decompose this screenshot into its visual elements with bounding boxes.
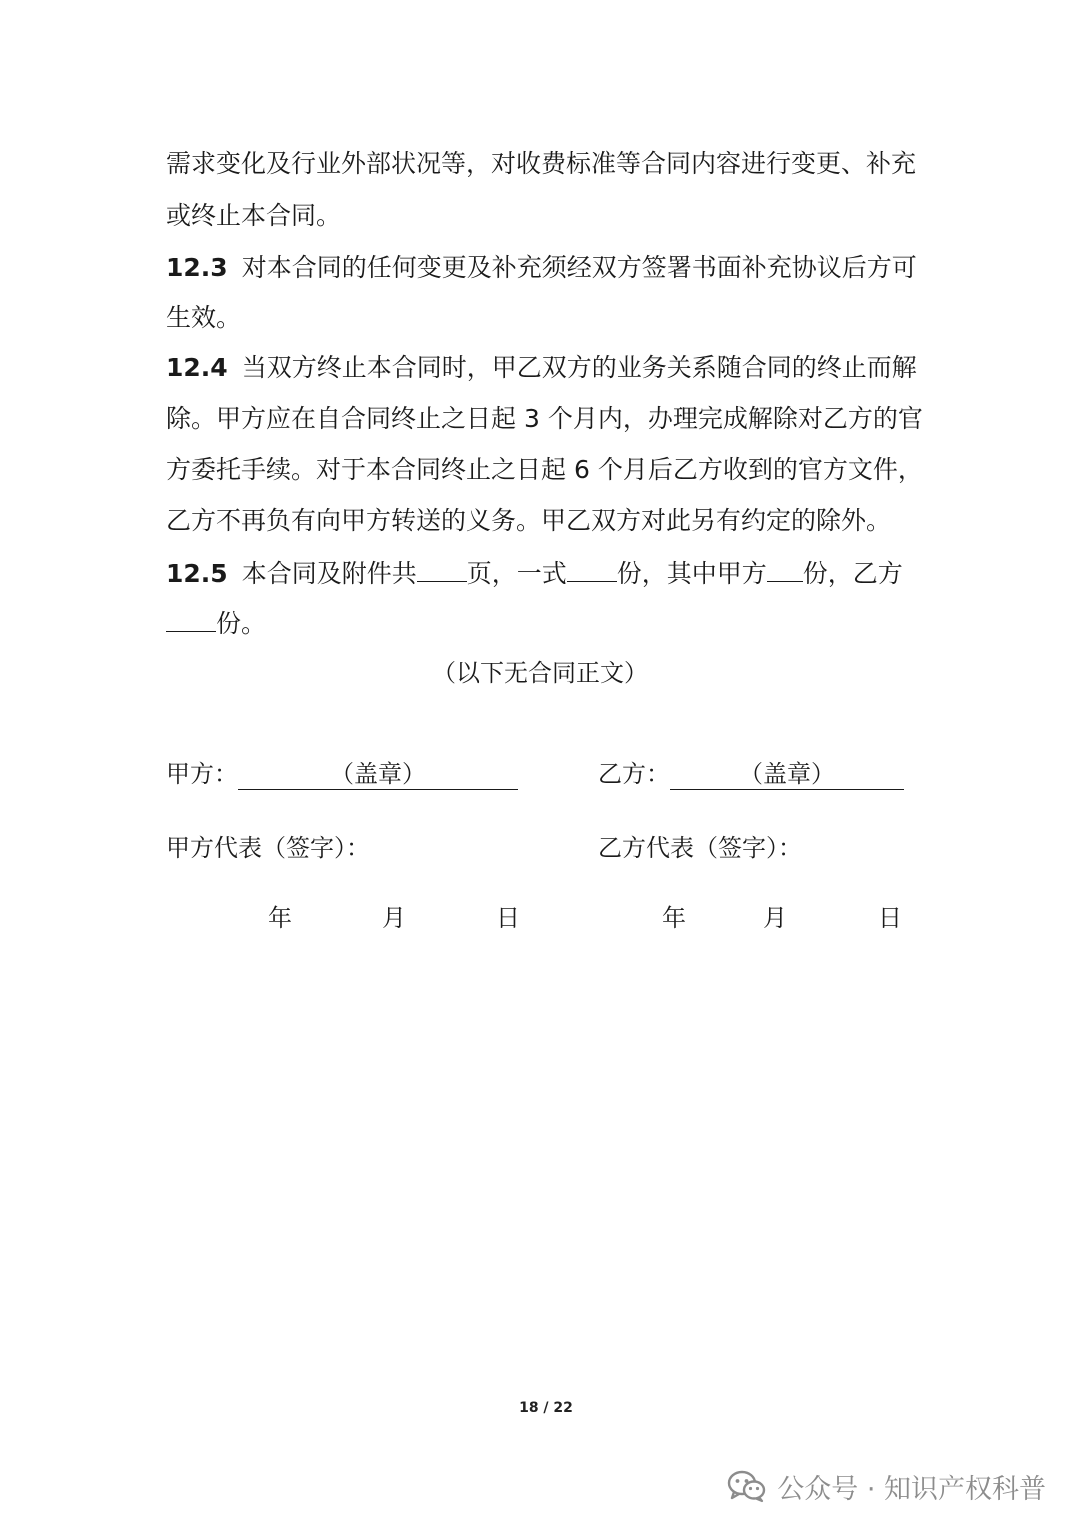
party-a-seal-row <box>166 757 518 791</box>
party-b-representative: 乙方代表（签字）： <box>598 834 802 862</box>
text-line <box>166 605 926 641</box>
line-text: 生效。 <box>166 303 242 332</box>
party-b-seal-row <box>598 757 904 791</box>
clause-number: 12.4 <box>166 353 228 382</box>
end-of-contract-note: （以下无合同正文） <box>432 659 648 687</box>
clause-text: 份，乙方 <box>802 559 903 588</box>
clause-text: 当双方终止本合同时，甲乙双方的业务关系随合同的终止而解 <box>241 353 917 382</box>
party-b-label: 乙方： <box>598 760 670 788</box>
line-text: 需求变化及行业外部状况等，对收费标准等合同内容进行变更、补充 <box>166 149 917 178</box>
watermark <box>727 1466 1046 1506</box>
party-a-seal-field[interactable] <box>238 759 518 790</box>
clause-12-5 <box>166 555 926 591</box>
party-a-label: 甲方： <box>166 760 238 788</box>
line-text: 或终止本合同。 <box>166 201 342 230</box>
line-text: 乙方不再负有向甲方转送的义务。甲乙双方对此另有约定的除外。 <box>166 506 892 535</box>
text-line <box>166 199 926 233</box>
blank-copies[interactable] <box>567 555 617 582</box>
party-a-month: 月 <box>382 904 406 932</box>
line-text: 个月内，办理完成解除对乙方的官 <box>547 404 923 433</box>
wechat-icon <box>727 1469 767 1503</box>
party-b-month: 月 <box>763 904 787 932</box>
text-line <box>166 504 926 538</box>
text-line <box>166 301 926 335</box>
line-text: 方委托手续。对于本合同终止之日起 <box>166 455 567 484</box>
blank-party-a-copies[interactable] <box>767 555 803 582</box>
months-value: 3 <box>524 404 540 433</box>
clause-number: 12.5 <box>166 559 228 588</box>
party-a-representative: 甲方代表（签字）： <box>166 834 370 862</box>
seal-label: （盖章） <box>739 760 835 788</box>
text-line <box>166 453 926 487</box>
blank-pages[interactable] <box>417 555 467 582</box>
text-line <box>166 147 926 181</box>
party-b-seal-field[interactable] <box>670 759 904 790</box>
clause-12-4 <box>166 351 926 385</box>
party-a-year: 年 <box>268 904 292 932</box>
clause-12-3 <box>166 251 926 285</box>
blank-party-b-copies[interactable] <box>166 605 216 632</box>
clause-text: 页，一式 <box>466 559 567 588</box>
party-b-year: 年 <box>662 904 686 932</box>
page-number: 18 / 22 <box>519 1400 573 1416</box>
clause-text: 份，其中甲方 <box>616 559 767 588</box>
line-text: 个月后乙方收到的官方文件， <box>597 455 923 484</box>
text-line <box>166 402 926 436</box>
clause-text: 本合同及附件共 <box>241 559 417 588</box>
months-value: 6 <box>574 455 590 484</box>
line-text: 除。甲方应在自合同终止之日起 <box>166 404 517 433</box>
watermark-text: 公众号 · 知识产权科普 <box>777 1473 1046 1505</box>
party-a-day: 日 <box>496 904 520 932</box>
clause-number: 12.3 <box>166 253 228 282</box>
clause-text: 对本合同的任何变更及补充须经双方签署书面补充协议后方可 <box>241 253 917 282</box>
seal-label: （盖章） <box>330 760 426 788</box>
party-b-day: 日 <box>878 904 902 932</box>
clause-text: 份。 <box>216 609 267 638</box>
